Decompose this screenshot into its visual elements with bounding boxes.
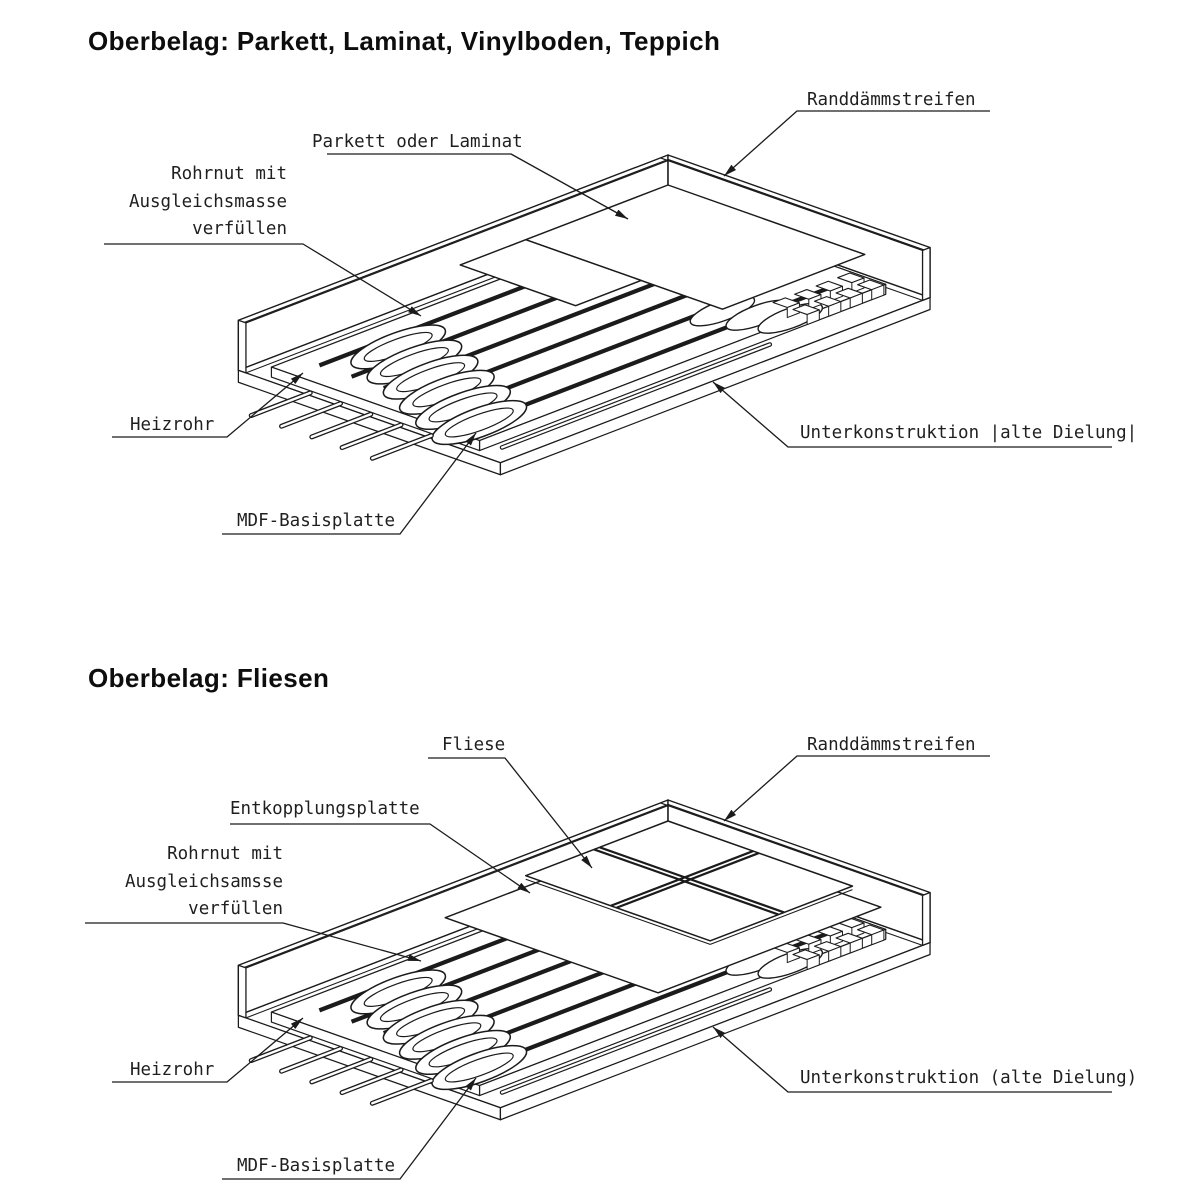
label-rohrnut-top-line2: Ausgleichsmasse [128,191,287,212]
right-wall-end-face [923,893,930,946]
label-mdf-basisplatte-top: MDF-Basisplatte [237,511,396,531]
label-heizrohr-top: Heizrohr [130,415,215,435]
label-rohrnut-top-line1: Rohrnut mit [171,164,287,184]
diagram-bottom-title: Oberbelag: Fliesen [88,663,330,693]
leader-randdaemmstreifen [724,111,990,176]
label-rohrnut-bottom-line2: Ausgleichsamsse [124,871,283,892]
label-randdaemmstreifen-bottom: Randdämmstreifen [807,735,976,755]
label-fliese: Fliese [442,735,506,755]
label-rohrnut-top [100,161,287,244]
label-parkett-oder-laminat: Parkett oder Laminat [312,132,523,152]
label-rohrnut-bottom-line3: verfüllen [188,899,283,919]
label-heizrohr-bottom: Heizrohr [130,1060,215,1080]
left-wall-end-face [238,965,246,1018]
label-unterkonstruktion-bottom: Unterkonstruktion (alte Dielung) [800,1068,1138,1088]
label-randdaemmstreifen-top: Randdämmstreifen [807,90,976,110]
label-mdf-basisplatte-bottom: MDF-Basisplatte [237,1156,396,1176]
label-entkopplungsplatte: Entkopplungsplatte [230,799,420,819]
diagram-top-title: Oberbelag: Parkett, Laminat, Vinylboden, Teppich [88,26,721,56]
left-wall-end-face [238,320,246,373]
label-rohrnut-top-line3: verfüllen [192,219,287,239]
label-unterkonstruktion-top: Unterkonstruktion |alte Dielung| [800,423,1138,443]
label-rohrnut-bottom [80,841,283,924]
right-wall-end-face [923,248,930,301]
label-rohrnut-bottom-line1: Rohrnut mit [167,844,283,864]
leader-randdaemmstreifen [724,756,990,821]
